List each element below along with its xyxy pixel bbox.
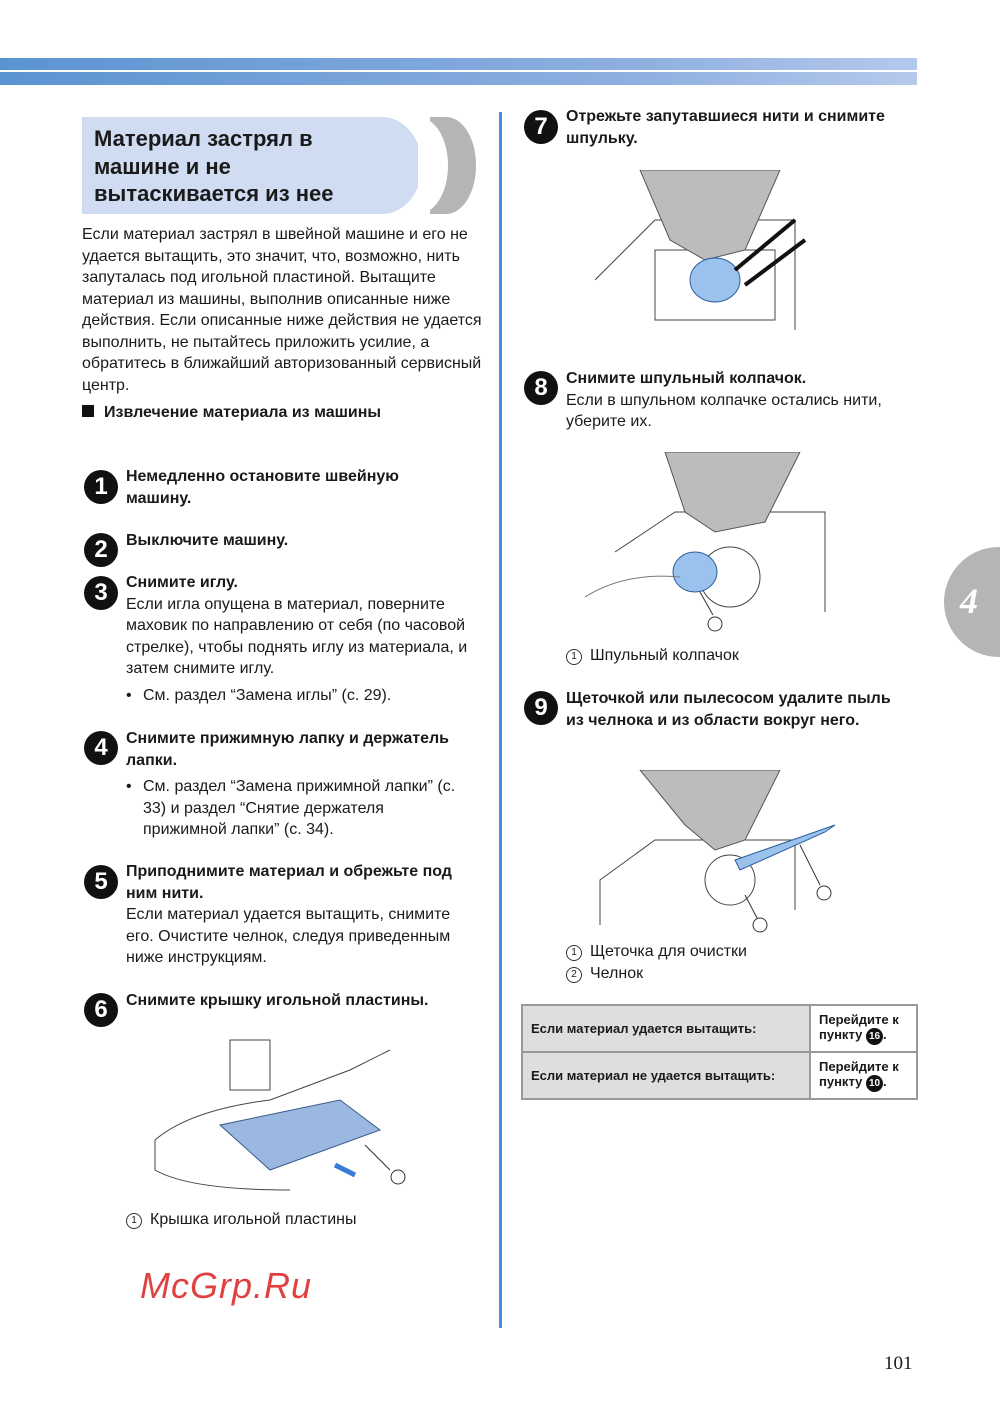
- step-5: [126, 861, 456, 969]
- header-band-top: [0, 58, 917, 70]
- step-4: [126, 728, 476, 841]
- intro-text: Если материал застрял в швейной машине и его не удается вытащить, это значит, что, возможно, нить запуталась под игольной пластиной. Вытащите материал из машины, выполнив описанные ниже действия. Если описанные ниже действия не удается выполнить, не пытайтесь приложить усилие, а обратитесь в ближайший авторизованный сервисный центр.: [82, 226, 482, 394]
- title-bracket: [430, 117, 476, 214]
- step-number-9: 9: [524, 691, 558, 725]
- step-number-4: 4: [84, 731, 118, 765]
- step-5-body: Если материал удается вытащить, снимите его. Очистите челнок, следуя приведенным ниже инструкциям.: [126, 906, 451, 966]
- chapter-tab: 4: [944, 547, 1000, 657]
- header-band-bottom: [0, 72, 917, 85]
- step-number-3: 3: [84, 576, 118, 610]
- step-4-title: Снимите прижимную лапку и держатель лапки.: [126, 730, 450, 769]
- step-6-callout: 1 Крышка игольной пластины: [126, 1209, 357, 1231]
- step-9-callout-2: 2 Челнок: [566, 963, 643, 985]
- step-number-7: 7: [524, 110, 558, 144]
- step-number-1: 1: [84, 470, 118, 504]
- step-3: [126, 572, 481, 706]
- step-8: [566, 368, 916, 433]
- step-7-title: Отрежьте запутавшиеся нити и снимите шпульку.: [566, 108, 885, 147]
- step-3-reference: • См. раздел “Замена иглы” (с. 29).: [126, 685, 481, 707]
- step-ref-10: 10: [866, 1075, 883, 1092]
- step-9-title: Щеточкой или пылесосом удалите пыль из челнока и из области вокруг него.: [566, 690, 891, 729]
- step-6-title: Снимите крышку игольной пластины.: [126, 992, 429, 1009]
- square-bullet-icon: [82, 405, 94, 417]
- step-1-title: Немедленно остановите швейную машину.: [126, 468, 399, 507]
- step-number-2: 2: [84, 533, 118, 567]
- step-3-title: Снимите иглу.: [126, 574, 238, 591]
- section-heading: Извлечение материала из машины: [82, 402, 482, 424]
- step-ref-16: 16: [866, 1028, 883, 1045]
- page-title: Материал застрял в машине и не вытаскивается из нее: [94, 126, 334, 206]
- watermark: McGrp.Ru: [140, 1265, 313, 1306]
- cleaning-brush-illustration: [595, 770, 840, 935]
- next-step-table: [521, 1004, 918, 1100]
- step-8-callout: 1 Шпульный колпачок: [566, 645, 739, 667]
- bobbin-case-illustration: [585, 452, 830, 637]
- needle-plate-cover-illustration: [150, 1030, 420, 1200]
- step-number-8: 8: [524, 371, 558, 405]
- step-5-title: Приподнимите материал и обрежьте под ним нити.: [126, 863, 452, 902]
- cut-threads-illustration: [595, 170, 825, 340]
- step-8-body: Если в шпульном колпачке остались нити, уберите их.: [566, 391, 882, 430]
- step-8-title: Снимите шпульный колпачок.: [566, 370, 807, 387]
- step-3-body: Если игла опущена в материал, поверните маховик по направлению от себя (по часовой стрелке), чтобы поднять иглу из материала, и затем снимите иглу.: [126, 595, 468, 677]
- step-number-6: 6: [84, 993, 118, 1027]
- column-divider: [499, 112, 502, 1328]
- intro-block: [82, 224, 482, 424]
- step-number-5: 5: [84, 865, 118, 899]
- page-number: 101: [884, 1353, 913, 1374]
- step-2-title: Выключите машину.: [126, 532, 289, 549]
- step-4-reference: • См. раздел “Замена прижимной лапки” (с. 33) и раздел “Снятие держателя прижимной лапки” (с. 34).: [126, 776, 463, 841]
- step-9-callout-1: 1 Щеточка для очистки: [566, 941, 747, 963]
- table-row: Если материал не удается вытащить: Перейдите к пункту 10 .: [522, 1052, 917, 1099]
- table-row: Если материал удается вытащить: Перейдите к пункту 16 .: [522, 1005, 917, 1052]
